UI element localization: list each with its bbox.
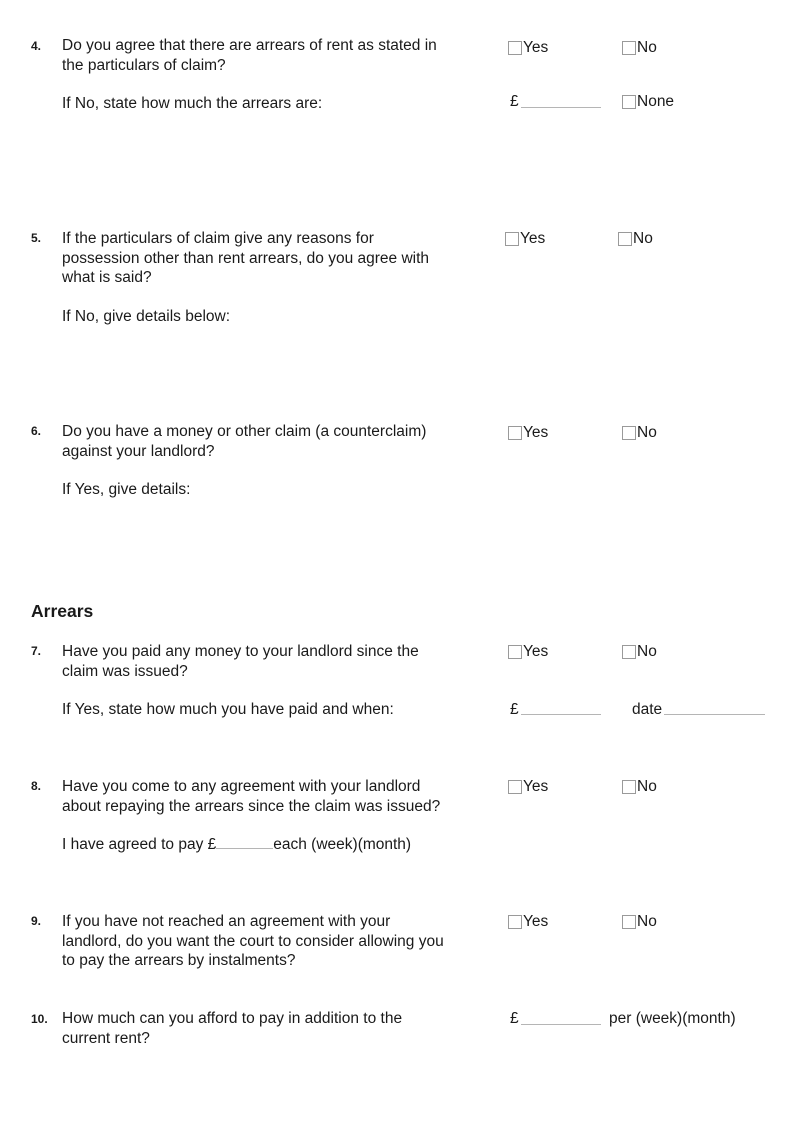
- question-text: Do you agree that there are arrears of rent as stated in the particulars of claim?: [62, 37, 437, 74]
- question-text: How much can you afford to pay in addition to the current rent?: [62, 1010, 403, 1047]
- q6-yes-checkbox[interactable]: [508, 423, 548, 442]
- question-number: 8.: [31, 779, 42, 793]
- checkbox-box[interactable]: [618, 232, 632, 246]
- checkbox-label: No: [637, 777, 657, 795]
- q4-none-checkbox[interactable]: [622, 92, 674, 111]
- question-text: If you have not reached an agreement with your landlord, do you want the court to consider allowing you to pay the arrears by instalments?: [62, 913, 444, 969]
- q4-no-checkbox[interactable]: [622, 38, 657, 57]
- checkbox-label: Yes: [523, 642, 549, 660]
- checkbox-label: No: [633, 229, 653, 247]
- checkbox-label: None: [637, 92, 675, 110]
- checkbox-label: Yes: [523, 423, 549, 441]
- question-text: Have you paid any money to your landlord since the claim was issued?: [62, 643, 419, 680]
- question-number: 6.: [31, 424, 42, 438]
- question-subtext: If No, state how much the arrears are:: [62, 95, 323, 112]
- question-number: 9.: [31, 914, 42, 928]
- checkbox-box[interactable]: [505, 232, 519, 246]
- checkbox-box[interactable]: [508, 645, 522, 659]
- checkbox-box[interactable]: [622, 915, 636, 929]
- checkbox-box[interactable]: [622, 426, 636, 440]
- q7-date-field[interactable]: [664, 714, 765, 715]
- question-subtext: If Yes, give details:: [62, 481, 191, 498]
- q7-amount-paid-field[interactable]: [521, 714, 601, 715]
- currency-symbol: £: [510, 1010, 519, 1027]
- q9-no-checkbox[interactable]: [622, 912, 657, 931]
- question-text: Have you come to any agreement with your landlord about repaying the arrears since the claim was issued?: [62, 778, 441, 815]
- currency-symbol: £: [510, 93, 519, 110]
- checkbox-box[interactable]: [508, 780, 522, 794]
- checkbox-label: No: [637, 912, 657, 930]
- question-subtext: [62, 835, 411, 855]
- question-number: 7.: [31, 644, 42, 658]
- checkbox-box[interactable]: [508, 41, 522, 55]
- payment-period-label: per (week)(month): [609, 1010, 736, 1027]
- checkbox-box[interactable]: [508, 915, 522, 929]
- checkbox-label: No: [637, 642, 657, 660]
- checkbox-box[interactable]: [622, 41, 636, 55]
- q7-no-checkbox[interactable]: [622, 642, 657, 661]
- question-number: 5.: [31, 231, 42, 245]
- agreement-prefix: I have agreed to pay £: [62, 836, 217, 853]
- question-subtext: If Yes, state how much you have paid and when:: [62, 701, 394, 718]
- question-number: 4.: [31, 39, 42, 53]
- q9-yes-checkbox[interactable]: [508, 912, 548, 931]
- checkbox-label: No: [637, 423, 657, 441]
- question-number: 10.: [31, 1012, 48, 1026]
- checkbox-label: Yes: [520, 229, 546, 247]
- question-text: If the particulars of claim give any reasons for possession other than rent arrears, do you agree with what is said?: [62, 230, 430, 286]
- date-label: date: [632, 701, 663, 718]
- checkbox-label: Yes: [523, 912, 549, 930]
- q10-affordable-amount-field[interactable]: [521, 1024, 601, 1025]
- question-text: Do you have a money or other claim (a counterclaim) against your landlord?: [62, 423, 427, 460]
- q8-yes-checkbox[interactable]: [508, 777, 548, 796]
- q4-yes-checkbox[interactable]: [508, 38, 548, 57]
- checkbox-box[interactable]: [622, 645, 636, 659]
- checkbox-label: Yes: [523, 777, 549, 795]
- checkbox-label: No: [637, 38, 657, 56]
- checkbox-box[interactable]: [622, 780, 636, 794]
- currency-symbol: £: [510, 701, 519, 718]
- q8-no-checkbox[interactable]: [622, 777, 657, 796]
- question-subtext: If No, give details below:: [62, 308, 231, 325]
- checkbox-box[interactable]: [508, 426, 522, 440]
- section-heading-arrears: Arrears: [31, 601, 94, 621]
- agreement-suffix: each (week)(month): [273, 836, 412, 853]
- q4-arrears-amount-field[interactable]: [521, 107, 601, 108]
- q6-no-checkbox[interactable]: [622, 423, 657, 442]
- q5-yes-checkbox[interactable]: [505, 229, 545, 248]
- q8-agreed-amount-field[interactable]: [216, 836, 273, 849]
- q7-yes-checkbox[interactable]: [508, 642, 548, 661]
- checkbox-box[interactable]: [622, 95, 636, 109]
- q5-no-checkbox[interactable]: [618, 229, 653, 248]
- checkbox-label: Yes: [523, 38, 549, 56]
